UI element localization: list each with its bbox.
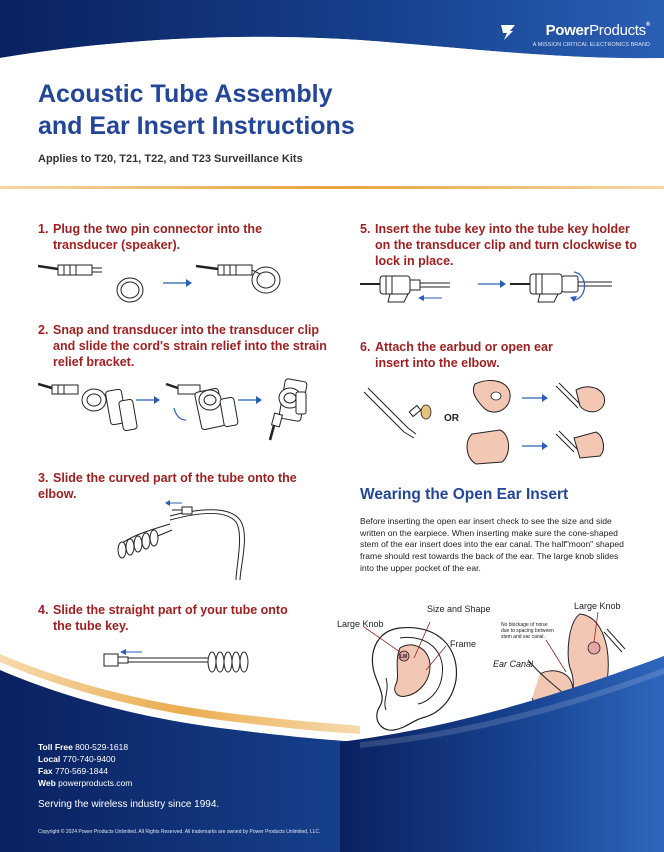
arrow-right-icon [478,280,506,288]
serving-tagline: Serving the wireless industry since 1994. [38,799,220,810]
assembled-earbud-icon [574,432,603,458]
page-title-line2: and Ear Insert Instructions [38,112,355,140]
step-3: 3. Slide the curved part of the tube onto the elbow. [38,471,297,501]
step-5-illustration [360,268,620,310]
label-no-blockage: No blockage of noise due to spacing between stem and ear canal. [501,622,554,640]
step-1-illustration [38,256,288,306]
label-lm-marking: LM [400,654,408,660]
brand-tagline: A MISSION CRITICAL ELECTRONICS BRAND [532,42,650,48]
earbud-icon [467,430,509,464]
page-subtitle: Applies to T20, T21, T22, and T23 Surveillance Kits [38,153,303,165]
step-6-illustration [360,372,620,470]
logo-mark-icon [498,22,518,42]
contact-fax: Fax 770-569-1844 [38,766,108,776]
label-large-knob-side: Large Knob [337,619,384,629]
arrow-right-icon [522,394,548,402]
brand-name: PowerProducts® [545,22,650,39]
step-2: 2. Snap and transducer into the transducer clip and slide the cord's strain relief into the strain relief bracket. [38,323,327,369]
arrow-left-icon [418,295,442,301]
contact-info [38,741,132,789]
wearing-section-title: Wearing the Open Ear Insert [360,486,569,503]
curved-arrow-icon [174,408,186,420]
brand-logo [500,22,650,56]
arrow-right-icon [136,396,160,404]
copyright-notice: Copyright © 2024 Power Products Unlimited. All Rights Reserved. All trademarks are owned by Power Products Unlimited, LLC. [38,829,321,835]
elbow-tip-icon [421,405,431,419]
step-5: 5. Insert the tube key into the tube key holder on the transducer clip and turn clockwise to lock in place. [360,222,637,268]
page-title-line1: Acoustic Tube Assembly [38,80,333,108]
wearing-instructions: Before inserting the open ear insert check to see the size and side written on the earpiece. When inserting make sure the cone-shaped stem of the ear insert does into the ear canal. The half"moon" shaped frame should rest towards the back of the ear. The large knob slides into the upper pocket of the ear. [360,516,624,573]
step-3-illustration [110,498,260,588]
label-frame: Frame [450,639,477,649]
label-large-knob-front: Large Knob [574,601,621,611]
assembled-open-ear-icon [576,387,605,412]
step-4: 4. Slide the straight part of your tube onto the tube key. [38,603,288,633]
step-1: 1. Plug the two pin connector into the transducer (speaker). [38,222,263,252]
page-title [38,78,438,142]
step-6: 6. Attach the earbud or open ear insert into the elbow. [360,340,553,370]
step-2-illustration [38,378,338,448]
label-size-and-shape: Size and Shape [427,604,491,614]
contact-toll-free: Toll Free 800-529-1618 [38,742,129,752]
label-ear-canal: Ear Canal [493,659,534,669]
arrow-left-icon [165,500,182,506]
contact-web[interactable]: Web powerproducts.com [38,778,133,788]
arrow-right-icon [163,279,192,287]
arrow-right-icon [238,396,262,404]
contact-local: Local 770-740-9400 [38,754,116,764]
arrow-right-icon [522,442,548,450]
or-label: OR [444,413,459,424]
